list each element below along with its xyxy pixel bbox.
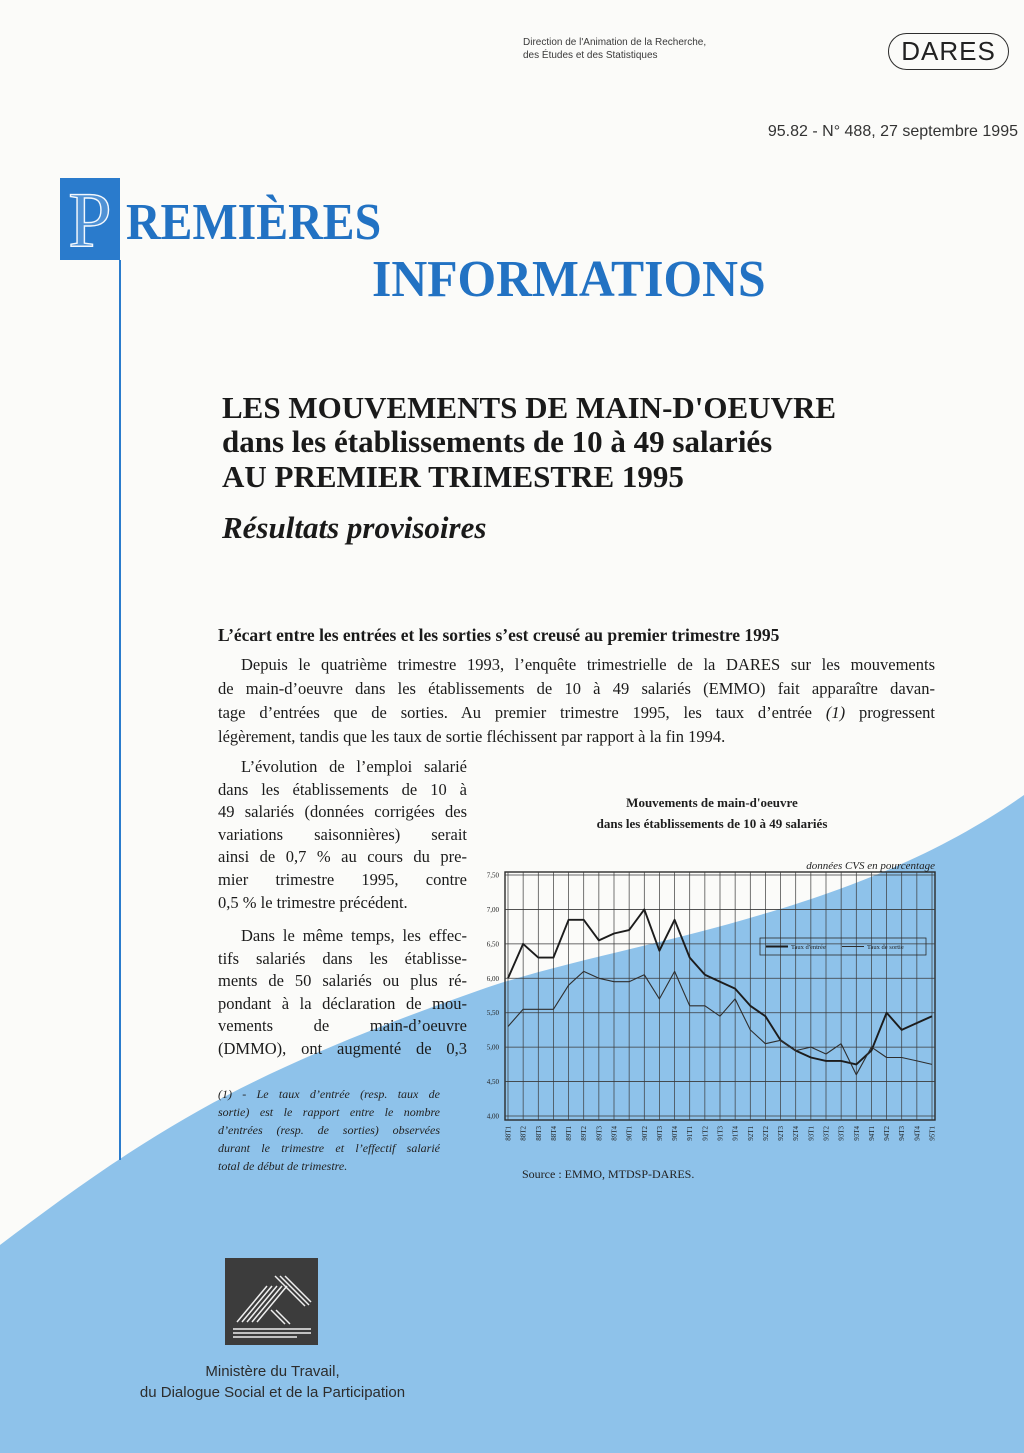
x-tick-label: 90T2 (640, 1126, 649, 1141)
x-tick-label: 89T3 (595, 1126, 604, 1141)
chart-title (560, 792, 864, 834)
masthead-line-1: REMIÈRES (126, 194, 382, 251)
title-line-3: AU PREMIER TRIMESTRE 1995 (222, 459, 684, 494)
x-tick-label: 91T3 (716, 1126, 725, 1141)
footnote (218, 1085, 440, 1175)
column-line: (DMMO), ont augmenté de 0,3 (218, 1038, 467, 1058)
y-tick-label: 7,50 (486, 871, 499, 880)
chart-source: Source : EMMO, MTDSP-DARES. (522, 1167, 695, 1181)
dares-logo: DARES (888, 33, 1009, 70)
agency-line-1: Direction de l'Animation de la Recherche, (523, 37, 707, 48)
y-tick-label: 6,00 (486, 974, 499, 983)
y-tick-label: 4,50 (486, 1078, 499, 1087)
line-chart (470, 860, 950, 1160)
x-tick-label: 90T3 (655, 1126, 664, 1141)
x-tick-label: 93T1 (807, 1126, 816, 1141)
legend-label: Taux d'entrée (791, 944, 826, 951)
x-tick-label: 93T3 (837, 1126, 846, 1141)
footnote-line: (1) - Le taux d’entrée (resp. taux de (218, 1087, 440, 1101)
x-tick-label: 90T1 (625, 1126, 634, 1141)
x-tick-label: 95T1 (928, 1126, 937, 1141)
y-tick-label: 5,00 (486, 1043, 499, 1052)
footnote-line: d’entrées (resp. de sorties) observées (218, 1123, 440, 1137)
chart-legend (760, 938, 926, 955)
intro-line-text: progressent (858, 703, 935, 722)
chart-title-line-2: dans les établissements de 10 à 49 salariés (596, 816, 828, 831)
footnote-line: durant le trimestre et l’effectif salarié (218, 1141, 440, 1155)
y-tick-label: 5,50 (486, 1009, 499, 1018)
x-tick-label: 94T4 (913, 1126, 922, 1141)
masthead-vertical-rule (119, 260, 121, 1160)
column-line: dans les établissements de 10 à (218, 779, 467, 799)
intro-line: Depuis le quatrième trimestre 1993, l’enquête trimestrielle de la DARES sur les mouvements (241, 655, 935, 674)
x-tick-label: 94T1 (867, 1126, 876, 1141)
intro-line (218, 701, 935, 725)
ministry-name-line-1: Ministère du Travail, (205, 1363, 340, 1380)
column-line: mier trimestre 1995, contre (218, 869, 467, 889)
column-line: ments de 50 salariés ou plus ré- (218, 971, 467, 991)
intro-paragraph (218, 653, 935, 749)
footnote-line: total de début de trimestre. (218, 1159, 348, 1173)
x-tick-label: 94T2 (883, 1126, 892, 1141)
x-tick-label: 88T1 (504, 1126, 513, 1141)
column-paragraph-1 (218, 756, 467, 914)
x-tick-label: 91T4 (731, 1126, 740, 1141)
x-tick-label: 93T2 (822, 1126, 831, 1141)
legend-label: Taux de sortie (867, 944, 904, 951)
x-tick-label: 92T2 (761, 1126, 770, 1141)
column-line: variations saisonnières) serait (218, 824, 467, 844)
intro-line: de main-d’oeuvre dans les établissements de 10 à 49 salariés (EMMO) fait apparaître davan- (218, 679, 935, 698)
column-line: ainsi de 0,7 % au cours du pre- (218, 847, 467, 867)
y-tick-label: 6,50 (486, 940, 499, 949)
x-tick-label: 88T2 (519, 1126, 528, 1141)
intro-line: légèrement, tandis que les taux de sortie fléchissent par rapport à la fin 1994. (218, 727, 726, 746)
masthead-initial-box (60, 176, 120, 263)
column-line: 0,5 % le trimestre précédent. (218, 892, 408, 912)
footnote-reference: (1) (825, 703, 846, 722)
issue-number: 95.82 - N° 488, 27 septembre 1995 (767, 123, 1018, 140)
x-tick-label: 89T4 (610, 1126, 619, 1141)
x-tick-label: 94T3 (898, 1126, 907, 1141)
ministry-name-line-2: du Dialogue Social et de la Participation (139, 1384, 406, 1401)
chart-unit-note: données CVS en pourcentage (806, 860, 935, 872)
ministry-logo (225, 1258, 318, 1345)
x-tick-label: 91T2 (701, 1126, 710, 1141)
column-line: Dans le même temps, les effec- (241, 926, 467, 945)
column-line: tifs salariés dans les établisse- (218, 948, 467, 968)
x-tick-label: 89T1 (565, 1126, 574, 1141)
masthead-line-2: INFORMATIONS (372, 251, 766, 308)
x-tick-label: 90T4 (671, 1126, 680, 1141)
agency-line-2: des Études et des Statistiques (523, 50, 658, 61)
title-line-1: LES MOUVEMENTS DE MAIN-D'OEUVRE (222, 390, 837, 425)
column-line: 49 salariés (données corrigées des (218, 802, 467, 822)
x-tick-label: 88T3 (534, 1126, 543, 1141)
column-line: L’évolution de l’emploi salarié (241, 757, 467, 776)
chart-title-line-1: Mouvements de main-d'oeuvre (626, 795, 798, 810)
x-tick-label: 93T4 (852, 1126, 861, 1141)
x-tick-label: 88T4 (549, 1126, 558, 1141)
y-tick-label: 7,00 (486, 905, 499, 914)
x-tick-label: 92T1 (746, 1126, 755, 1141)
title-line-2: dans les établissements de 10 à 49 salariés (222, 424, 773, 459)
section-heading: L’écart entre les entrées et les sorties s’est creusé au premier trimestre 1995 (218, 625, 780, 645)
intro-line-text: tage d’entrées que de sorties. Au premier trimestre 1995, les taux d’entrée (218, 703, 812, 722)
column-paragraph-2 (218, 925, 467, 1061)
x-tick-label: 89T2 (580, 1126, 589, 1141)
column-line: vements de main-d’oeuvre (218, 1016, 467, 1036)
masthead-initial: P (68, 176, 112, 263)
x-tick-label: 91T1 (686, 1126, 695, 1141)
column-line: pondant à la déclaration de mou- (218, 993, 467, 1013)
footnote-line: sortie) est le rapport entre le nombre (218, 1105, 440, 1119)
x-tick-label: 92T4 (792, 1126, 801, 1141)
y-tick-label: 4,00 (486, 1112, 499, 1121)
x-tick-label: 92T3 (777, 1126, 786, 1141)
agency-name (523, 36, 706, 62)
title-subtitle: Résultats provisoires (222, 510, 487, 545)
